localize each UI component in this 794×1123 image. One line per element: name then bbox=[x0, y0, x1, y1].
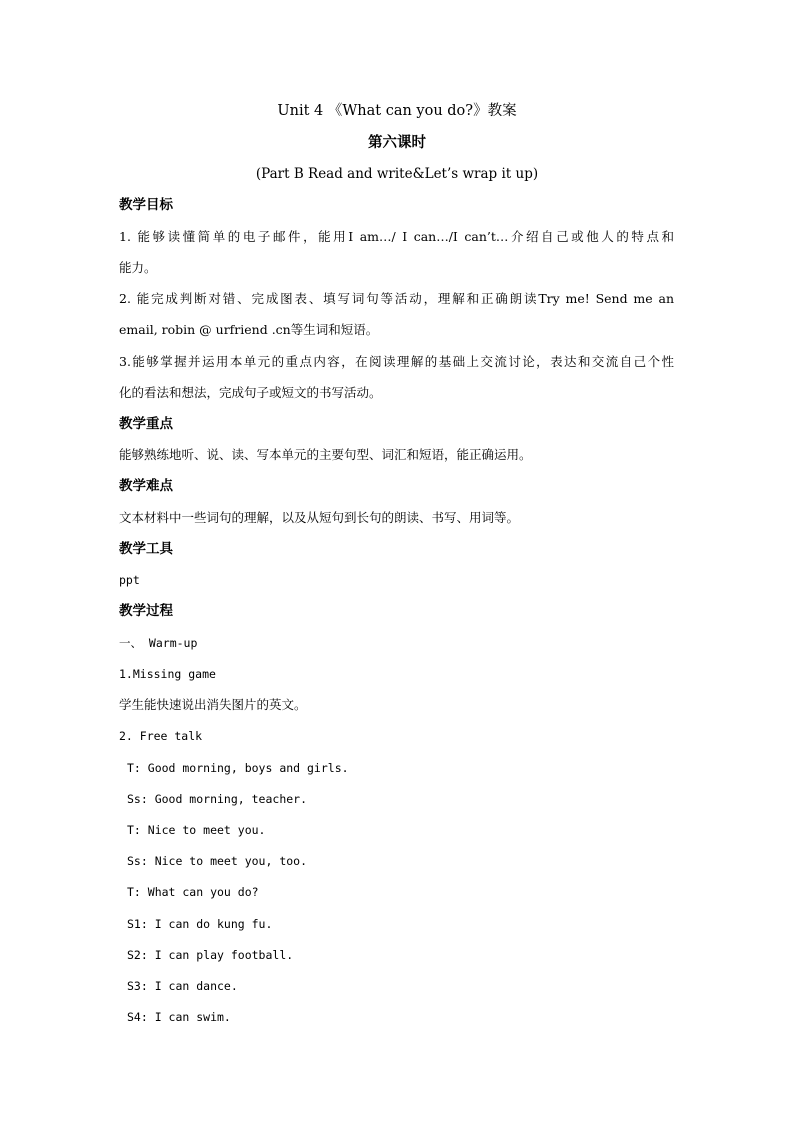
difficulties-text: 文本材料中一些词句的理解，以及从短句到长句的朗读、书写、用词等。 bbox=[119, 510, 520, 525]
goal-3-line-2: 化的看法和想法，完成句子或短文的书写活动。 bbox=[119, 385, 382, 400]
process-heading: 教学过程 bbox=[119, 603, 173, 619]
key-points-text: 能够熟练地听、说、读、写本单元的主要句型、词汇和短语，能正确运用。 bbox=[119, 447, 532, 462]
goal-3-line-1: 3.能够掌握并运用本单元的重点内容，在阅读理解的基础上交流讨论，表达和交流自己个性 bbox=[119, 354, 674, 369]
dialogue-line: Ss: Good morning, teacher. bbox=[127, 792, 308, 806]
goal-2-line-1: 2. 能完成判断对错、完成图表、填写词句等活动，理解和正确朗读Try me! Send me an bbox=[119, 291, 674, 306]
difficulties-heading: 教学难点 bbox=[119, 478, 173, 494]
dialogue-line: S2: I can play football. bbox=[127, 948, 294, 962]
missing-game-item: 1.Missing game bbox=[119, 667, 216, 681]
missing-game-desc: 学生能快速说出消失图片的英文。 bbox=[119, 697, 307, 712]
dialogue-line: S3: I can dance. bbox=[127, 979, 238, 993]
dialogue-line: Ss: Nice to meet you, too. bbox=[127, 854, 308, 868]
key-points-heading: 教学重点 bbox=[119, 416, 173, 432]
dialogue-line: S4: I can swim. bbox=[127, 1010, 231, 1024]
tools-text: ppt bbox=[119, 573, 140, 587]
free-talk-item: 2. Free talk bbox=[119, 729, 203, 743]
dialogue-line: T: What can you do? bbox=[127, 885, 259, 899]
dialogue-line: S1: I can do kung fu. bbox=[127, 917, 273, 931]
dialogue-line: T: Good morning, boys and girls. bbox=[127, 761, 349, 775]
dialogue-line: T: Nice to meet you. bbox=[127, 823, 266, 837]
goal-2-line-2: email, robin @ urfriend .cn等生词和短语。 bbox=[119, 322, 379, 337]
doc-title: Unit 4 《What can you do?》教案 bbox=[277, 103, 517, 119]
lesson-subtitle: 第六课时 bbox=[368, 134, 426, 151]
tools-heading: 教学工具 bbox=[119, 541, 173, 557]
part-line: (Part B Read and write&Let’s wrap it up) bbox=[255, 166, 539, 182]
goal-1-line-2: 能力。 bbox=[119, 260, 157, 275]
warm-up-step: 一、 Warm-up bbox=[119, 636, 198, 650]
goal-1-line-1: 1. 能够读懂简单的电子邮件，能用I am…/ I can…/I can’t…介绍自己或他人的特点和 bbox=[119, 229, 674, 244]
goals-heading: 教学目标 bbox=[119, 197, 173, 213]
